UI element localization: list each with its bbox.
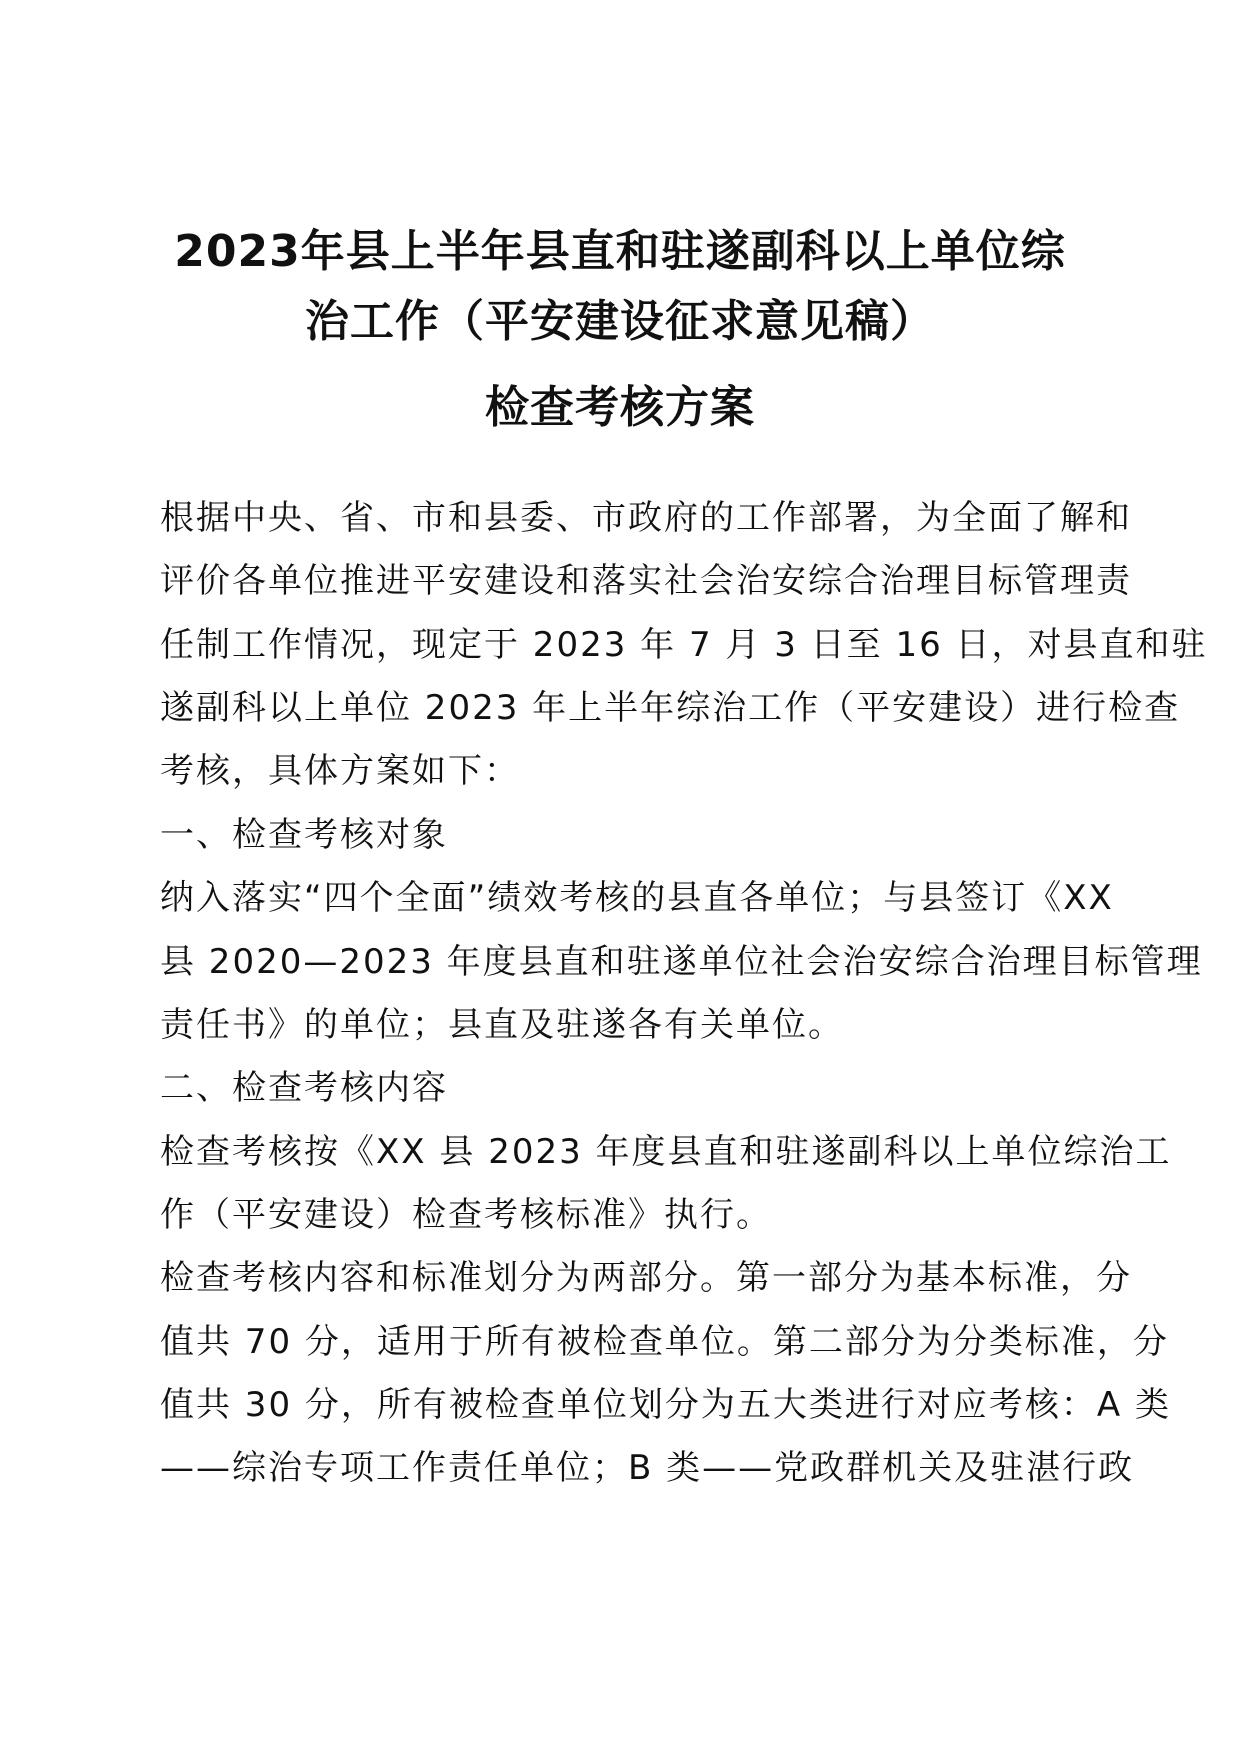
body-paragraph-line: 值共 70 分，适用于所有被检查单位。第二部分为分类标准，分 bbox=[160, 1322, 1169, 1362]
document-title-line-3: 检查考核方案 bbox=[485, 382, 755, 433]
body-paragraph-line: ——综治专项工作责任单位；B 类——党政群机关及驻湛行政 bbox=[160, 1448, 1135, 1488]
body-paragraph-line: 检查考核内容和标准划分为两部分。第一部分为基本标准，分 bbox=[160, 1258, 1132, 1298]
section-heading: 一、检查考核对象 bbox=[160, 815, 448, 855]
section-heading: 二、检查考核内容 bbox=[160, 1068, 448, 1108]
body-paragraph-line: 考核，具体方案如下： bbox=[160, 751, 520, 791]
body-paragraph-line: 任制工作情况，现定于 2023 年 7 月 3 日至 16 日，对县直和驻 bbox=[160, 625, 1208, 665]
body-paragraph-line: 县 2020—2023 年度县直和驻遂单位社会治安综合治理目标管理 bbox=[160, 942, 1203, 982]
document-title-line-1: 2023年县上半年县直和驻遂副科以上单位综 bbox=[174, 226, 1066, 277]
body-paragraph-line: 责任书》的单位；县直及驻遂各有关单位。 bbox=[160, 1005, 844, 1045]
body-paragraph-line: 纳入落实“四个全面”绩效考核的县直各单位；与县签订《XX bbox=[160, 878, 1114, 918]
document-title-line-2: 治工作（平安建设征求意见稿） bbox=[305, 296, 935, 347]
body-paragraph-line: 评价各单位推进平安建设和落实社会治安综合治理目标管理责 bbox=[160, 561, 1132, 601]
body-paragraph-line: 检查考核按《XX 县 2023 年度县直和驻遂副科以上单位综治工 bbox=[160, 1132, 1172, 1172]
body-paragraph-line: 根据中央、省、市和县委、市政府的工作部署，为全面了解和 bbox=[160, 498, 1132, 538]
body-paragraph-line: 值共 30 分，所有被检查单位划分为五大类进行对应考核：A 类 bbox=[160, 1385, 1171, 1425]
body-paragraph-line: 作（平安建设）检查考核标准》执行。 bbox=[160, 1195, 772, 1235]
body-paragraph-line: 遂副科以上单位 2023 年上半年综治工作（平安建设）进行检查 bbox=[160, 688, 1181, 728]
